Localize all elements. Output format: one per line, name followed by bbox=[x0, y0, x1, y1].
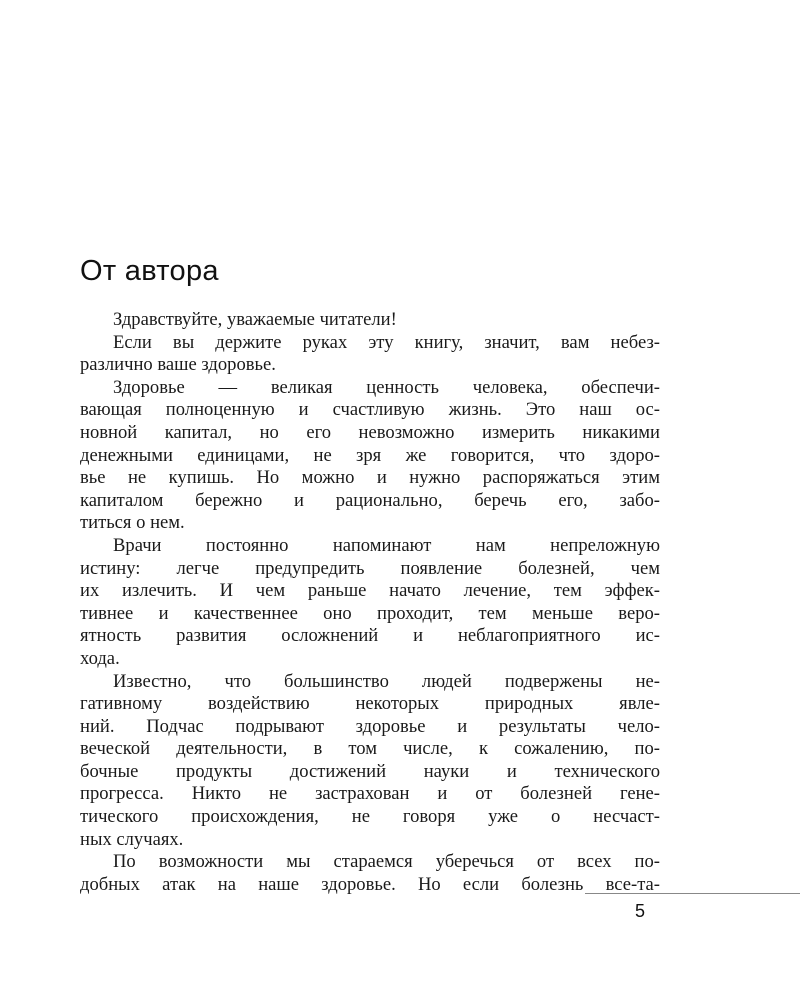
body-text bbox=[80, 309, 660, 896]
text-line: вье не купишь. Но можно и нужно распоряжаться этим bbox=[80, 467, 660, 489]
chapter-title: От автора bbox=[80, 255, 219, 287]
text-line: прогресса. Никто не застрахован и от болезней гене- bbox=[80, 783, 660, 805]
text-line: По возможности мы стараемся уберечься от всех по- bbox=[113, 851, 660, 873]
text-line: гативному воздействию некоторых природных явле- bbox=[80, 693, 660, 715]
page-number: 5 bbox=[634, 901, 645, 921]
text-line: Здоровье — великая ценность человека, обеспечи- bbox=[113, 376, 660, 398]
text-line: капиталом бережно и рационально, беречь его, забо- bbox=[80, 489, 660, 511]
text-line: ятность развития осложнений и неблагоприятного ис- bbox=[80, 625, 660, 647]
footer-rule bbox=[585, 893, 800, 894]
text-line: ных случаях. bbox=[80, 828, 184, 850]
text-line: ний. Подчас подрывают здоровье и результаты чело- bbox=[80, 715, 660, 737]
text-line: денежными единицами, не зря же говорится, что здоро- bbox=[80, 444, 660, 466]
text-line: титься о нем. bbox=[80, 512, 185, 534]
text-line: новной капитал, но его невозможно измерить никакими bbox=[80, 421, 660, 443]
text-line: Здравствуйте, уважаемые читатели! bbox=[113, 309, 397, 330]
text-line: Врачи постоянно напоминают нам непреложную bbox=[113, 534, 660, 556]
text-line: их излечить. И чем раньше начато лечение, тем эффек- bbox=[80, 580, 660, 602]
text-line: Известно, что большинство людей подвержены не- bbox=[113, 670, 660, 692]
text-line: веческой деятельности, в том числе, к сожалению, по- bbox=[80, 738, 660, 760]
text-line: истину: легче предупредить появление болезней, чем bbox=[80, 557, 660, 579]
text-line: вающая полноценную и счастливую жизнь. Это наш ос- bbox=[80, 399, 660, 421]
text-line: добных атак на наше здоровье. Но если болезнь все-та- bbox=[80, 873, 660, 895]
text-line: хода. bbox=[80, 647, 120, 669]
text-line: различно ваше здоровье. bbox=[80, 354, 276, 376]
text-line: тивнее и качественнее оно проходит, тем меньше веро- bbox=[80, 602, 660, 624]
text-line: Если вы держите руках эту книгу, значит, вам небез- bbox=[113, 331, 660, 353]
text-line: тического происхождения, не говоря уже о несчаст- bbox=[80, 806, 660, 828]
text-line: бочные продукты достижений науки и технического bbox=[80, 760, 660, 782]
